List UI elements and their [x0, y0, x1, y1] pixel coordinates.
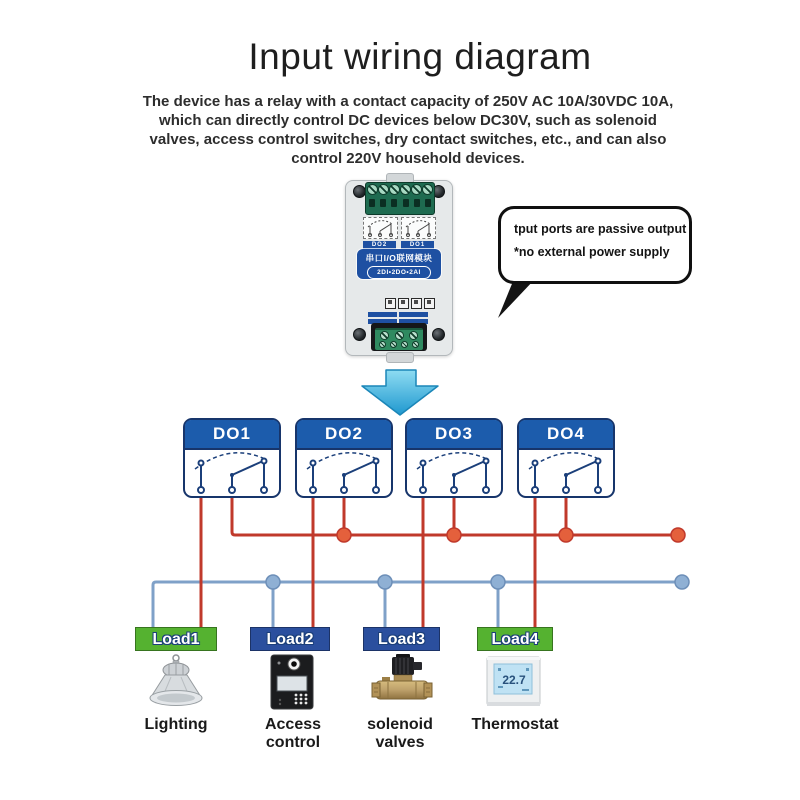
- load-label-2: Load2: [250, 627, 330, 651]
- terminal-notch: [403, 199, 409, 207]
- device-name-label: 串口I/O联网模块: [365, 253, 433, 263]
- device-name-plate: [357, 249, 441, 279]
- relay-port-label: DO1: [401, 241, 434, 249]
- terminal-screw-icon: [389, 184, 400, 195]
- down-arrow-icon: [358, 368, 442, 418]
- relay-label: DO2: [297, 420, 391, 450]
- access-control-panel-icon: [270, 654, 315, 711]
- page-title: Input wiring diagram: [248, 36, 592, 77]
- load-label-3: Load3: [363, 627, 440, 651]
- relay-box-do3: [405, 418, 503, 498]
- terminal-screw-icon: [412, 341, 419, 348]
- dip-switch-icon: [424, 298, 435, 309]
- live-bus-wire: [232, 495, 678, 535]
- neutral-bus-wire: [153, 582, 682, 627]
- description-text: The device has a relay with a contact capacity of 250V AC 10A/30VDC 10A, which can directly control DC devices below DC30V, such as solenoid valves, access control switches, dry contact switches, etc., and can also control 220V household devices.: [142, 93, 674, 167]
- lighting-lamp-icon: [141, 653, 211, 713]
- relay-print-diagram: [401, 217, 436, 239]
- relay-box-do1: [183, 418, 281, 498]
- mini-label-strip: [399, 312, 428, 317]
- neutral-junction-dot: [266, 575, 280, 589]
- connector-block: [371, 323, 427, 351]
- terminal-screw-icon: [400, 184, 411, 195]
- terminal-screw-icon: [411, 184, 422, 195]
- callout-line1: tput ports are passive output: [514, 222, 687, 236]
- relay-box-do2: [295, 418, 393, 498]
- relay-contact-icon: [185, 450, 279, 496]
- terminal-screw-icon: [395, 331, 404, 340]
- callout-bubble: [498, 206, 692, 284]
- relay-port-label: DO2: [363, 241, 396, 249]
- terminal-notch: [380, 199, 386, 207]
- terminal-notch: [391, 199, 397, 207]
- live-junction-dot: [559, 528, 573, 542]
- neutral-junction-dot: [378, 575, 392, 589]
- dip-switch-icon: [398, 298, 409, 309]
- relay-box-do4: [517, 418, 615, 498]
- live-junction-dot: [447, 528, 461, 542]
- relay-label: DO3: [407, 420, 501, 450]
- corner-screw-icon: [432, 328, 445, 341]
- solenoid-valve-icon: [370, 653, 434, 713]
- terminal-block-bottom: [375, 328, 423, 350]
- terminal-screw-icon: [401, 341, 408, 348]
- thermostat-display: 22.7: [502, 673, 526, 687]
- terminal-screw-icon: [378, 184, 389, 195]
- terminal-block-top: [365, 182, 435, 215]
- thermostat-icon: [486, 653, 542, 710]
- terminal-screw-icon: [367, 184, 378, 195]
- appliance-label-solenoid-valves: solenoid valves: [367, 716, 433, 751]
- load-label-1: Load1: [135, 627, 217, 651]
- terminal-notch: [425, 199, 431, 207]
- relay-contact-icon: [519, 450, 613, 496]
- appliance-label-lighting: Lighting: [144, 716, 208, 733]
- neutral-end-dot: [675, 575, 689, 589]
- device-mount-tab: [386, 352, 414, 363]
- mini-label-strip: [368, 312, 397, 317]
- relay-contact-icon: [407, 450, 501, 496]
- relay-print-diagram: [363, 217, 398, 239]
- relay-contact-icon: [364, 218, 397, 238]
- terminal-screw-icon: [422, 184, 433, 195]
- terminal-screw-icon: [409, 331, 418, 340]
- terminal-screw-icon: [390, 341, 397, 348]
- neutral-junction-dot: [491, 575, 505, 589]
- live-junction-dot: [337, 528, 351, 542]
- dip-switch-icon: [411, 298, 422, 309]
- corner-screw-icon: [353, 328, 366, 341]
- device-module: [345, 180, 453, 356]
- dip-switches: [385, 298, 435, 309]
- dip-switch-icon: [385, 298, 396, 309]
- live-end-dot: [671, 528, 685, 542]
- terminal-screw-icon: [380, 331, 389, 340]
- appliance-label-access-control: Access control: [264, 716, 322, 751]
- terminal-notch: [369, 199, 375, 207]
- device-spec-label: 2DI•2DO•2AI: [367, 266, 431, 279]
- relay-label: DO4: [519, 420, 613, 450]
- relay-contact-icon: [297, 450, 391, 496]
- appliance-label-thermostat: Thermostat: [471, 716, 559, 733]
- relay-contact-icon: [402, 218, 435, 238]
- relay-label: DO1: [185, 420, 279, 450]
- load-label-4: Load4: [477, 627, 553, 651]
- terminal-notch: [414, 199, 420, 207]
- terminal-screw-icon: [379, 341, 386, 348]
- callout-line2: *no external power supply: [514, 245, 670, 259]
